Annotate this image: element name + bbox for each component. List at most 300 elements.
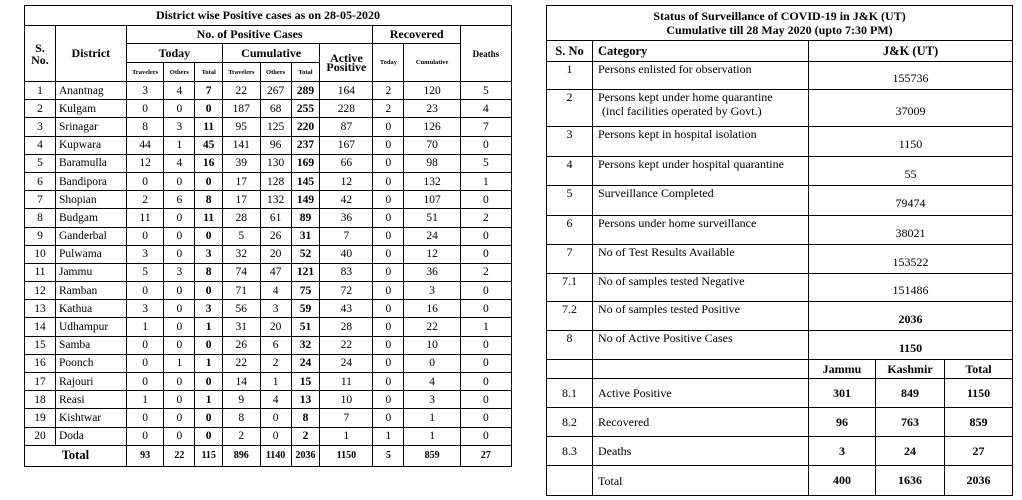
split-header-row [547,360,1013,379]
total-deaths: 27 [460,445,511,466]
today-others-cell: 0 [164,245,195,263]
cumulative-others-cell: 6 [260,336,291,354]
cumulative-travelers-cell: 31 [223,318,261,336]
district-cell: Doda [55,427,126,445]
sno-cell: 4 [25,136,56,154]
category-cell [593,245,809,274]
cumulative-travelers-cell: 95 [223,118,261,136]
recovered-cumulative-cell: 132 [404,172,460,190]
district-cell: Poonch [55,354,126,372]
cumulative-travelers-header: Travelers [223,63,261,82]
district-cell: Budgam [55,209,126,227]
recovered-cumulative-cell: 23 [404,100,460,118]
today-travelers-cell: 0 [126,427,164,445]
table-row [547,127,1013,157]
cumulative-travelers-cell: 8 [223,409,261,427]
today-travelers-header: Travelers [126,63,164,82]
cumulative-travelers-cell: 32 [223,245,261,263]
category-cell [593,216,809,245]
active-positive-cell: 87 [320,118,373,136]
deaths-cell: 1 [460,318,511,336]
cumulative-total-cell: 31 [291,227,320,245]
sno-cell: 2 [547,90,593,127]
active-positive-cell: 7 [320,227,373,245]
jammu-cell: 301 [809,379,876,408]
district-cell: Srinagar [55,118,126,136]
cumulative-others-header: Others [260,63,291,82]
today-others-cell: 6 [164,191,195,209]
total-jammu-cell: 400 [809,466,876,496]
district-cell: Bandipora [55,172,126,190]
total-row [547,466,1013,496]
sno-cell: 1 [25,82,56,100]
cumulative-total-cell: 237 [291,136,320,154]
cumulative-others-cell: 47 [260,263,291,281]
active-positive-cell: 228 [320,100,373,118]
active-positive-cell: 12 [320,172,373,190]
deaths-cell: 5 [460,82,511,100]
today-travelers-cell: 3 [126,245,164,263]
district-cell: Anantnag [55,82,126,100]
sno-cell: 1 [547,62,593,90]
value-cell: 155736 [809,62,1013,90]
sno-cell: 6 [25,172,56,190]
cumulative-total-cell: 32 [291,336,320,354]
active-positive-cell: 43 [320,300,373,318]
total-today-total: 115 [195,445,223,466]
active-positive-cell: 28 [320,318,373,336]
sno-cell: 6 [547,216,593,245]
deaths-cell: 0 [460,336,511,354]
category-text: No of Test Results Available [598,245,735,259]
recovered-today-cell: 0 [373,118,404,136]
recovered-today-cell: 0 [373,300,404,318]
district-cell: Shopian [55,191,126,209]
active-positive-cell: 36 [320,209,373,227]
table-row [547,437,1013,466]
district-header: District [55,26,126,82]
cumulative-others-cell: 130 [260,154,291,172]
today-travelers-cell: 12 [126,154,164,172]
recovered-cumulative-cell: 70 [404,136,460,154]
cumulative-total-cell: 149 [291,191,320,209]
table-row [547,245,1013,274]
recovered-today-cell: 0 [373,373,404,391]
kashmir-cell: 24 [876,437,945,466]
cumulative-total-cell: 255 [291,100,320,118]
table-row [547,331,1013,360]
category-text: No of Active Positive Cases [598,331,733,345]
recovered-cumulative-cell: 51 [404,209,460,227]
active-positive-cell: 1 [320,427,373,445]
today-total-cell: 3 [195,245,223,263]
cumulative-total-cell: 51 [291,318,320,336]
cumulative-travelers-cell: 26 [223,336,261,354]
active-positive-cell: 11 [320,373,373,391]
cumulative-others-cell: 125 [260,118,291,136]
recovered-today-cell: 0 [373,263,404,281]
table-row [25,82,512,100]
cumulative-others-cell: 128 [260,172,291,190]
active-positive-cell: 167 [320,136,373,154]
table-row [25,227,512,245]
table-row [25,282,512,300]
category-cell [593,186,809,216]
recovered-cumulative-cell: 3 [404,282,460,300]
today-travelers-cell: 0 [126,227,164,245]
district-cell: Kishtwar [55,409,126,427]
today-others-cell: 0 [164,172,195,190]
district-positive-cases-table [24,5,512,467]
category-text: No of samples tested Negative [598,274,745,288]
today-travelers-cell: 0 [126,354,164,372]
deaths-cell: 4 [460,100,511,118]
table-row [25,154,512,172]
today-others-header: Others [164,63,195,82]
recovered-today-cell: 1 [373,427,404,445]
table-row [25,191,512,209]
category-text: Persons kept under hospital quarantine [598,157,784,171]
total-label: Total [593,466,809,496]
table-row [547,62,1013,90]
category-text: Persons under home surveillance [598,216,757,230]
recovered-today-cell: 0 [373,336,404,354]
today-total-cell: 0 [195,336,223,354]
left-table-title: District wise Positive cases as on 28-05-2020 [25,6,512,26]
cumulative-others-cell: 61 [260,209,291,227]
deaths-cell: 0 [460,409,511,427]
today-others-cell: 0 [164,409,195,427]
today-total-cell: 0 [195,427,223,445]
today-travelers-cell: 0 [126,336,164,354]
recovered-cumulative-cell: 16 [404,300,460,318]
today-travelers-cell: 2 [126,191,164,209]
cumulative-others-cell: 2 [260,354,291,372]
category-cell: Active Positive [593,379,809,408]
recovered-cumulative-cell: 36 [404,263,460,281]
cumulative-travelers-cell: 74 [223,263,261,281]
category-cell [593,274,809,302]
cumulative-header: Cumulative [223,44,320,63]
today-total-cell: 0 [195,172,223,190]
today-others-cell: 3 [164,263,195,281]
category-text: Persons enlisted for observation [598,62,752,76]
recovered-cumulative-cell: 1 [404,427,460,445]
district-cell: Baramulla [55,154,126,172]
today-total-cell: 45 [195,136,223,154]
cumulative-travelers-cell: 22 [223,354,261,372]
recovered-today-header: Today [373,44,404,82]
cumulative-others-cell: 26 [260,227,291,245]
recovered-today-cell: 0 [373,354,404,372]
cumulative-travelers-cell: 141 [223,136,261,154]
table-row [547,302,1013,331]
cumulative-others-cell: 132 [260,191,291,209]
table-row [25,118,512,136]
today-total-cell: 0 [195,409,223,427]
total-header: Total [945,360,1013,379]
category-cell [593,157,809,186]
category-text: Persons kept under home quarantine [598,90,773,104]
cumulative-total-cell: 15 [291,373,320,391]
active-positive-cell: 83 [320,263,373,281]
cumulative-travelers-cell: 28 [223,209,261,227]
total-label: Total [25,445,127,466]
cumulative-others-cell: 20 [260,318,291,336]
category-cell: Deaths [593,437,809,466]
sno-cell: 8.2 [547,408,593,437]
deaths-cell: 0 [460,427,511,445]
category-cell [593,331,809,360]
active-positive-cell: 22 [320,336,373,354]
recovered-cumulative-cell: 22 [404,318,460,336]
value-cell: 1150 [809,331,1013,360]
today-total-cell: 3 [195,300,223,318]
today-total-cell: 0 [195,227,223,245]
total-cell: 1150 [945,379,1013,408]
cumulative-travelers-cell: 39 [223,154,261,172]
jammu-header: Jammu [809,360,876,379]
total-recovered-today: 5 [373,445,404,466]
right-title-line1: Status of Surveillance of COVID-19 in J&K (UT) [653,9,906,23]
today-total-cell: 11 [195,209,223,227]
deaths-cell: 5 [460,154,511,172]
recovered-today-cell: 0 [373,318,404,336]
cumulative-travelers-cell: 5 [223,227,261,245]
total-cumulative-others: 1140 [260,445,291,466]
total-cell: 859 [945,408,1013,437]
table-row [25,373,512,391]
district-cell: Udhampur [55,318,126,336]
deaths-cell: 2 [460,263,511,281]
recovered-today-cell: 0 [373,391,404,409]
recovered-today-cell: 0 [373,154,404,172]
today-others-cell: 0 [164,336,195,354]
sno-cell: 7 [547,245,593,274]
recovered-cumulative-cell: 10 [404,336,460,354]
today-total-header: Total [195,63,223,82]
cumulative-total-cell: 169 [291,154,320,172]
table-row [25,391,512,409]
category-cell [593,62,809,90]
deaths-cell: 0 [460,245,511,263]
today-travelers-cell: 11 [126,209,164,227]
sno-cell: 5 [547,186,593,216]
table-row [547,408,1013,437]
recovered-today-cell: 0 [373,282,404,300]
today-travelers-cell: 3 [126,300,164,318]
today-travelers-cell: 8 [126,118,164,136]
right-table-title [547,6,1013,41]
kashmir-header: Kashmir [876,360,945,379]
cumulative-others-cell: 0 [260,409,291,427]
cumulative-total-cell: 24 [291,354,320,372]
active-positive-cell: 164 [320,82,373,100]
today-total-cell: 1 [195,391,223,409]
total-active-positive: 1150 [320,445,373,466]
cumulative-travelers-cell: 22 [223,82,261,100]
value-cell: 79474 [809,186,1013,216]
today-travelers-cell: 5 [126,263,164,281]
table-row [547,157,1013,186]
value-cell: 2036 [809,302,1013,331]
cumulative-travelers-cell: 187 [223,100,261,118]
cumulative-travelers-cell: 56 [223,300,261,318]
cumulative-others-cell: 20 [260,245,291,263]
active-positive-cell: 72 [320,282,373,300]
sno-cell: 20 [25,427,56,445]
recovered-cumulative-header: Cumulative [404,44,460,82]
today-travelers-cell: 44 [126,136,164,154]
category-cell: Recovered [593,408,809,437]
deaths-cell: 0 [460,282,511,300]
sno-cell: 8.1 [547,379,593,408]
cumulative-others-cell: 267 [260,82,291,100]
recovered-today-cell: 0 [373,172,404,190]
recovered-cumulative-cell: 1 [404,409,460,427]
district-cell: Kulgam [55,100,126,118]
table-row [25,409,512,427]
cumulative-others-cell: 96 [260,136,291,154]
recovered-today-cell: 2 [373,82,404,100]
district-cell: Reasi [55,391,126,409]
table-row [25,300,512,318]
value-cell: 38021 [809,216,1013,245]
today-travelers-cell: 0 [126,409,164,427]
today-total-cell: 11 [195,118,223,136]
recovered-today-cell: 0 [373,136,404,154]
active-positive-header: Active Positive [320,44,373,82]
table-row [547,216,1013,245]
table-row [25,263,512,281]
recovered-header: Recovered [373,26,460,44]
active-positive-cell: 24 [320,354,373,372]
right-sno-header: S. No [547,41,593,62]
sno-cell: 10 [25,245,56,263]
sno-cell: 8 [25,209,56,227]
today-others-cell: 4 [164,154,195,172]
sno-cell: 13 [25,300,56,318]
today-others-cell: 0 [164,391,195,409]
cumulative-total-cell: 121 [291,263,320,281]
sno-cell: 9 [25,227,56,245]
deaths-cell: 1 [460,172,511,190]
category-cell [593,127,809,157]
value-cell: 55 [809,157,1013,186]
today-travelers-cell: 0 [126,100,164,118]
deaths-cell: 0 [460,373,511,391]
sno-cell: 2 [25,100,56,118]
table-row [25,136,512,154]
recovered-cumulative-cell: 107 [404,191,460,209]
category-text: Surveillance Completed [598,186,714,200]
today-others-cell: 3 [164,118,195,136]
recovered-today-cell: 0 [373,227,404,245]
recovered-cumulative-cell: 24 [404,227,460,245]
sno-cell: 14 [25,318,56,336]
right-title-line2: Cumulative till 28 May 2020 (upto 7:30 PM) [666,23,893,37]
sno-cell: 17 [25,373,56,391]
today-travelers-cell: 1 [126,391,164,409]
recovered-cumulative-cell: 126 [404,118,460,136]
sno-cell: 18 [25,391,56,409]
active-positive-cell: 7 [320,409,373,427]
category-cell [593,302,809,331]
empty-cell [547,466,593,496]
today-others-cell: 4 [164,82,195,100]
total-cumulative-travelers: 896 [223,445,261,466]
district-cell: Kupwara [55,136,126,154]
today-others-cell: 0 [164,227,195,245]
cumulative-travelers-cell: 2 [223,427,261,445]
today-total-cell: 0 [195,373,223,391]
cumulative-others-cell: 4 [260,282,291,300]
today-travelers-cell: 0 [126,282,164,300]
cumulative-travelers-cell: 71 [223,282,261,300]
table-row [25,318,512,336]
today-total-cell: 8 [195,263,223,281]
active-positive-cell: 66 [320,154,373,172]
recovered-today-cell: 0 [373,209,404,227]
category-cell [593,90,809,127]
cumulative-total-cell: 13 [291,391,320,409]
table-row [25,354,512,372]
value-cell: 1150 [809,127,1013,157]
sno-cell: 19 [25,409,56,427]
total-today-travelers: 93 [126,445,164,466]
cumulative-total-cell: 59 [291,300,320,318]
cumulative-total-cell: 2 [291,427,320,445]
sno-cell: 3 [547,127,593,157]
recovered-today-cell: 0 [373,245,404,263]
total-total-cell: 2036 [945,466,1013,496]
table-row [25,336,512,354]
today-others-cell: 0 [164,373,195,391]
sno-cell: 7.2 [547,302,593,331]
today-others-cell: 1 [164,354,195,372]
value-cell: 37009 [809,90,1013,127]
cumulative-others-cell: 4 [260,391,291,409]
sno-cell: 5 [25,154,56,172]
today-others-cell: 0 [164,282,195,300]
cumulative-total-cell: 145 [291,172,320,190]
recovered-cumulative-cell: 12 [404,245,460,263]
today-total-cell: 1 [195,318,223,336]
sno-cell: 15 [25,336,56,354]
cumulative-travelers-cell: 9 [223,391,261,409]
active-positive-cell: 10 [320,391,373,409]
sno-cell: 8 [547,331,593,360]
district-cell: Samba [55,336,126,354]
cumulative-total-cell: 89 [291,209,320,227]
today-total-cell: 7 [195,82,223,100]
today-travelers-cell: 3 [126,82,164,100]
sno-cell: 11 [25,263,56,281]
district-cell: Pulwama [55,245,126,263]
value-cell: 151486 [809,274,1013,302]
cumulative-total-cell: 52 [291,245,320,263]
cumulative-travelers-cell: 17 [223,172,261,190]
region-header: J&K (UT) [809,41,1013,62]
cumulative-others-cell: 3 [260,300,291,318]
jammu-cell: 96 [809,408,876,437]
category-note: (incl facilities operated by Govt.) [602,104,762,118]
district-cell: Rajouri [55,373,126,391]
recovered-cumulative-cell: 120 [404,82,460,100]
sno-cell: 3 [25,118,56,136]
deaths-cell: 7 [460,118,511,136]
deaths-cell: 0 [460,300,511,318]
